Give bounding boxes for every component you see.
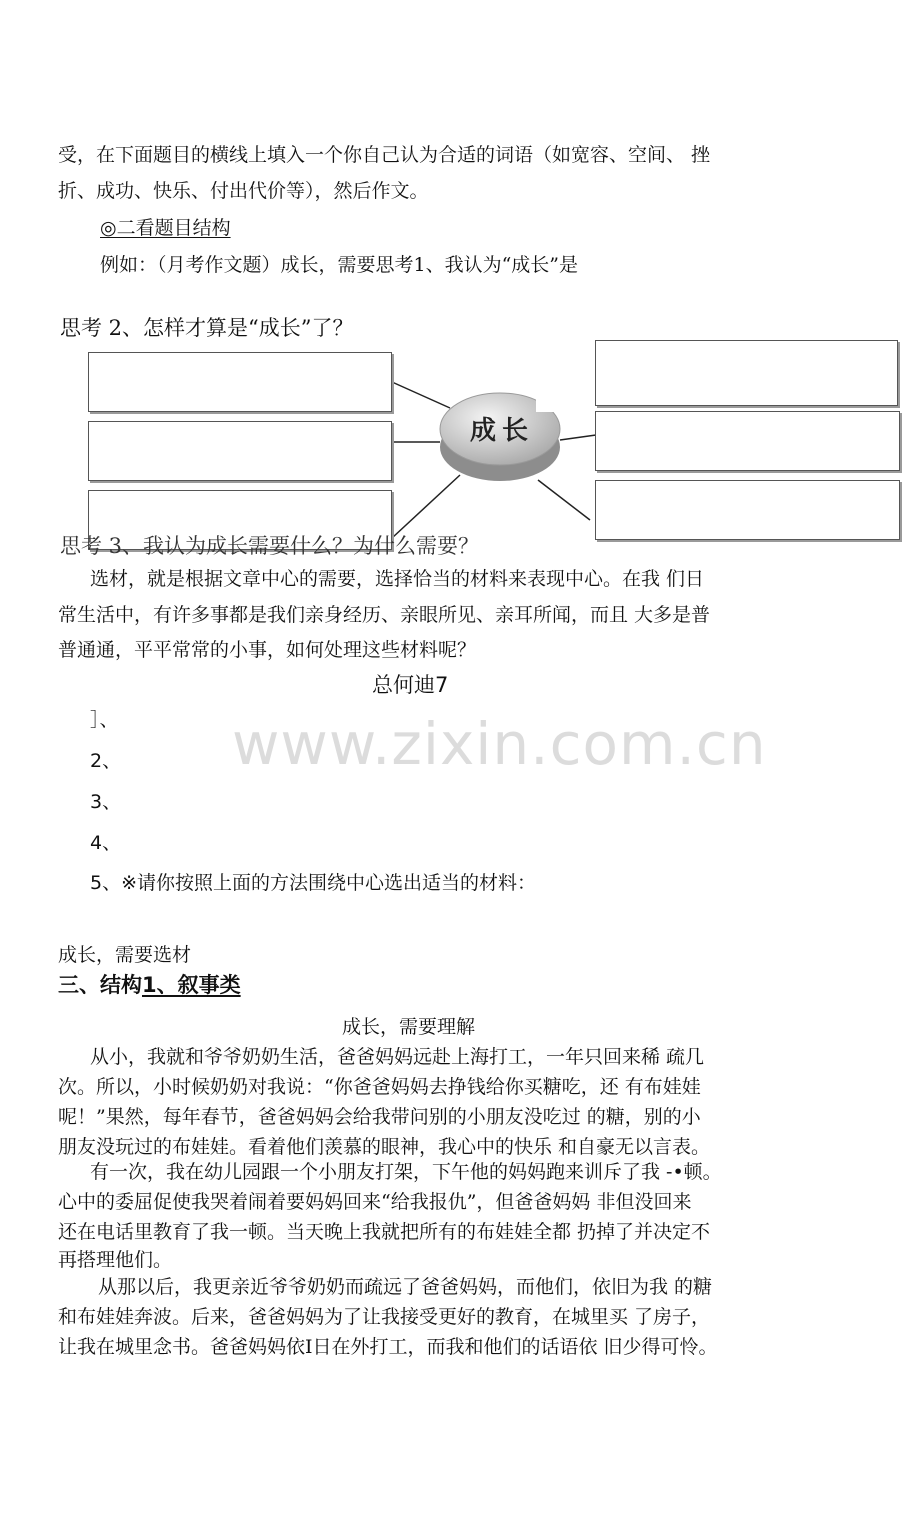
left-box-1	[88, 352, 392, 412]
center-label: 成长	[470, 416, 535, 446]
essay-line: 心中的委屈促使我哭着闹着要妈妈回来“给我报仇”，但爸爸妈妈 非但没回来	[58, 1191, 692, 1213]
example-line: 例如：（月考作文题）成长，需要思考1、我认为“成长”是	[100, 254, 579, 276]
diagram-gap	[536, 396, 556, 412]
connector-line	[538, 480, 590, 520]
essay-line: 再搭理他们。	[58, 1249, 173, 1271]
material-line-2: 常生活中，有许多事都是我们亲身经历、亲眼所见、亲耳所闻，而且 大多是普	[58, 604, 711, 626]
material-line-1: 选材，就是根据文章中心的需要，选择恰当的材料来表现中心。在我 们日	[90, 568, 705, 590]
essay-line: 还在电话里教育了我一顿。当天晚上我就把所有的布娃娃全都 扔掉了并决定不	[58, 1221, 711, 1243]
material-heading: 总何迪7	[372, 673, 449, 697]
essay-line: 从那以后，我更亲近爷爷奶奶而疏远了爸爸妈妈，而他们，依旧为我 的糖	[98, 1276, 713, 1298]
essay-line: 次。所以，小时候奶奶对我说：“你爸爸妈妈去挣钱给你买糖吃，还 有布娃娃	[58, 1076, 701, 1098]
essay-title: 成长，需要理解	[342, 1016, 476, 1038]
connector-line	[560, 435, 596, 440]
right-box-2	[595, 411, 900, 471]
topic-line: 成长，需要选材	[58, 944, 192, 966]
structure-heading	[58, 973, 241, 997]
structure-subtitle: 1、叙事类	[142, 973, 241, 997]
intro-line-2: 折、成功、快乐、付出代价等），然后作文。	[58, 180, 429, 202]
list-item: ］、	[90, 709, 119, 731]
think-3-label: 思考 3、我认为成长需要什么？为什么需要？	[60, 534, 480, 558]
list-item: 4、	[90, 832, 122, 854]
material-line-3: 普通通，平平常常的小事，如何处理这些材料呢？	[58, 639, 477, 661]
list-item: 2、	[90, 750, 122, 772]
intro-line-1: 受，在下面题目的横线上填入一个你自己认为合适的词语（如宽容、空间、 挫	[58, 144, 711, 166]
list-item: 3、	[90, 791, 122, 813]
think-2-label: 思考 2、怎样才算是“成长”了？	[60, 316, 354, 340]
structure-prefix: 三、结构	[58, 973, 142, 997]
section-heading: ◎二看题目结构	[100, 217, 231, 239]
watermark: www.zixin.com.cn	[232, 710, 767, 778]
essay-line: 有一次，我在幼儿园跟一个小朋友打架，下午他的妈妈跑来训斥了我 -•顿。	[90, 1161, 722, 1183]
right-box-3	[595, 480, 900, 540]
essay-line: 和布娃娃奔波。后来，爸爸妈妈为了让我接受更好的教育，在城里买 了房子，	[58, 1306, 711, 1328]
essay-line: 朋友没玩过的布娃娃。看着他们羡慕的眼神，我心中的快乐 和自豪无以言表。	[58, 1136, 711, 1158]
essay-line: 让我在城里念书。爸爸妈妈依I日在外打工，而我和他们的话语依 旧少得可怜。	[58, 1336, 718, 1358]
essay-line: 从小，我就和爷爷奶奶生活，爸爸妈妈远赴上海打工，一年只回来稀 疏几	[90, 1046, 705, 1068]
essay-line: 呢！”果然，每年春节，爸爸妈妈会给我带问别的小朋友没吃过 的糖，别的小	[58, 1106, 701, 1128]
left-box-2	[88, 421, 392, 481]
list-item: 5、※请你按照上面的方法围绕中心选出适当的材料：	[90, 872, 537, 894]
right-box-1	[595, 340, 898, 406]
